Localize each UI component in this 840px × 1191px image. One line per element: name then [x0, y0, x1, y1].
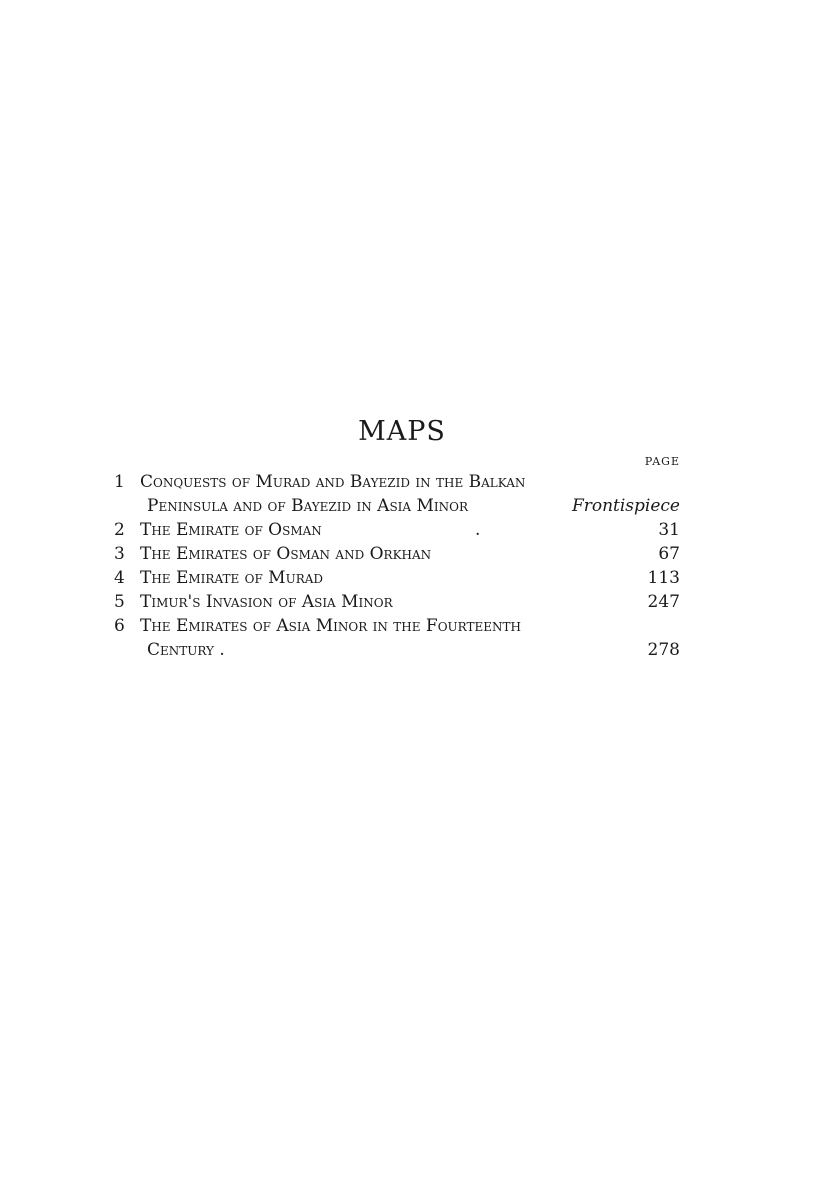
map-entry-6-continuation	[114, 638, 682, 662]
entry-title: The Emirate of Murad	[140, 568, 324, 588]
entry-title: Timur's Invasion of Asia Minor	[140, 592, 393, 612]
entry-page: 278	[647, 640, 680, 660]
entry-title: The Emirate of Osman	[140, 520, 322, 540]
entry-title-continuation: Century .	[147, 640, 225, 660]
entry-page: 247	[647, 592, 680, 612]
entry-title: The Emirates of Osman and Orkhan	[140, 544, 432, 564]
entry-number: 6	[114, 616, 125, 636]
entry-number: 5	[114, 592, 125, 612]
entry-title-continuation: Peninsula and of Bayezid in Asia Minor	[147, 496, 468, 516]
map-entry-2	[114, 518, 682, 542]
entry-number: 3	[114, 544, 125, 564]
map-entry-5	[114, 590, 682, 614]
entry-page: 113	[647, 568, 680, 588]
entry-page: Frontispiece	[571, 496, 680, 516]
entry-title: The Emirates of Asia Minor in the Fourteenth	[140, 616, 521, 636]
map-entry-3	[114, 542, 682, 566]
entry-number: 4	[114, 568, 125, 588]
entry-page: 67	[658, 544, 680, 564]
map-entry-1-continuation	[114, 494, 682, 518]
page-title: MAPS	[358, 416, 446, 447]
entry-number: 2	[114, 520, 125, 540]
entry-number: 1	[114, 472, 125, 492]
map-entry-6	[114, 614, 682, 638]
leader-dot: .	[475, 520, 481, 540]
page-column-header: PAGE	[644, 455, 680, 468]
maps-list	[114, 416, 682, 662]
map-entry-4	[114, 566, 682, 590]
map-entry-1	[114, 470, 682, 494]
entry-page: 31	[658, 520, 680, 540]
entry-title: Conquests of Murad and Bayezid in the Balkan	[140, 472, 526, 492]
